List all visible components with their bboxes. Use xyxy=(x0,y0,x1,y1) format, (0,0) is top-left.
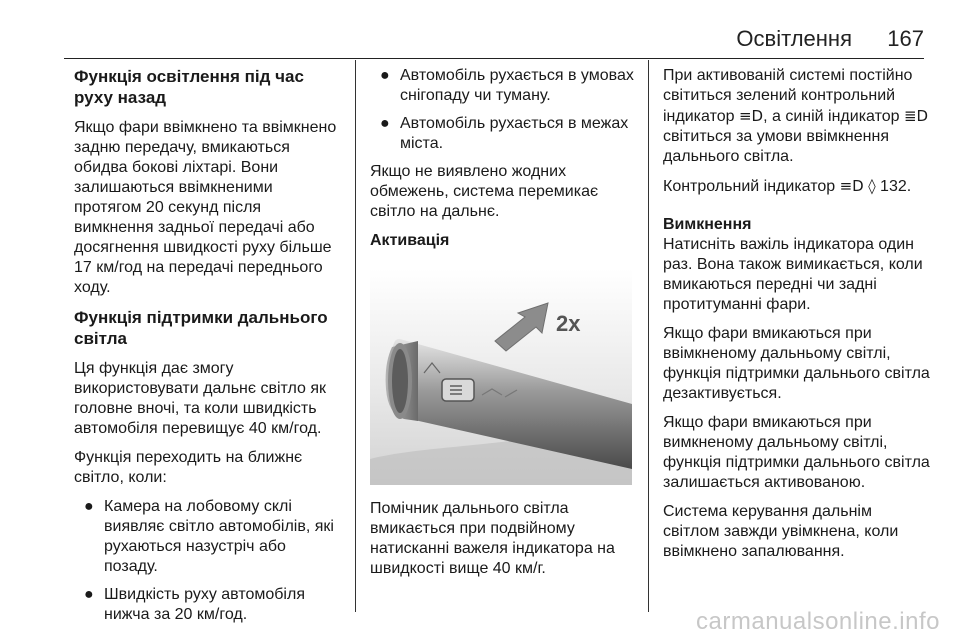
heading-deactivation: Вимкнення xyxy=(663,216,752,233)
paragraph: Якщо фари ввімкнено та ввімкнено задню передачу, вмикаються обидва бокові ліхтарі. Вони залишаються ввімкненими протягом 20 секунд після вимкнення задньої передачі або досягнення швидкості руху більше 17 км/год на передачі переднього ходу. xyxy=(74,119,337,296)
page-header xyxy=(0,0,960,56)
list-item-text: Швидкість руху автомобіля нижча за 20 км/год. xyxy=(104,586,305,623)
bullet-icon: ● xyxy=(380,67,390,84)
section-title: Освітлення xyxy=(736,26,852,51)
column-2 xyxy=(370,66,638,588)
heading-high-beam-assist: Функція підтримки дальнього світла xyxy=(74,308,328,348)
heading-reverse-lighting: Функція освітлення під час руху назад xyxy=(74,67,304,107)
paragraph: Якщо не виявлено жодних обмежень, система перемикає світло на дальнє. xyxy=(370,163,599,220)
column-1 xyxy=(74,66,342,633)
text-run: , а синій індикатор xyxy=(763,108,904,125)
list-item xyxy=(74,585,342,625)
bullet-icon: ● xyxy=(380,115,390,132)
text-run: світиться за умови ввімкнення дальнього світла. xyxy=(663,128,889,165)
page-reference: 132. xyxy=(875,178,912,195)
watermark: carmanualsonline.info xyxy=(696,608,940,635)
text-run: Контрольний індикатор xyxy=(663,178,840,195)
figure-caption: Помічник дальнього світла вмикається при подвійному натисканні важеля індикатора на швидкості вище 40 км/г. xyxy=(370,500,615,577)
figure-label: 2x xyxy=(556,311,581,336)
list-item-text: Камера на лобовому склі виявляє світло автомобілів, які рухаються назустріч або позаду. xyxy=(104,498,334,575)
stalk-illustration xyxy=(370,269,632,485)
high-beam-assist-icon: ≡D xyxy=(839,177,864,195)
heading-activation: Активація xyxy=(370,232,450,249)
header-divider xyxy=(64,58,924,59)
column-divider-1 xyxy=(355,60,356,612)
paragraph: Натисніть важіль індикатора один раз. Вона також вимикається, коли вмикаються передні чи задні протитуманні фари. xyxy=(663,236,923,313)
column-3 xyxy=(663,66,931,571)
list-item xyxy=(74,497,342,577)
high-beam-icon: ≣D xyxy=(903,107,929,125)
list-item xyxy=(370,66,638,106)
reference-arrow-icon: ◊ xyxy=(868,177,876,195)
paragraph xyxy=(663,176,931,197)
indicator-stalk-image xyxy=(370,269,632,485)
paragraph: Якщо фари вмикаються при ввімкненому дальньому світлі, функція підтримки дальнього світла дезактивується. xyxy=(663,325,930,402)
paragraph: Функція переходить на ближнє світло, коли: xyxy=(74,449,303,486)
high-beam-assist-icon: ≡D xyxy=(738,107,764,125)
paragraph: Якщо фари вмикаються при вимкненому дальньому світлі, функція підтримки дальнього світла залишається активованою. xyxy=(663,414,930,491)
list-item-text: Автомобіль рухається в умовах снігопаду чи туману. xyxy=(400,67,634,104)
page-number: 167 xyxy=(887,26,924,51)
bullet-list xyxy=(370,66,638,154)
column-divider-2 xyxy=(648,60,649,612)
paragraph: Ця функція дає змогу використовувати дальнє світло як головне вночі, та коли швидкість автомобіля перевищує 40 км/год. xyxy=(74,360,327,437)
bullet-list xyxy=(74,497,342,625)
bullet-icon: ● xyxy=(84,498,94,515)
bullet-icon: ● xyxy=(84,586,94,603)
text-run: При активованій системі постійно світиться зелений контрольний індикатор xyxy=(663,67,913,125)
paragraph: Система керування дальнім світлом завжди увімкнена, коли ввімкнено запалювання. xyxy=(663,503,899,560)
list-item-text: Автомобіль рухається в межах міста. xyxy=(400,115,629,152)
paragraph xyxy=(663,66,931,167)
list-item xyxy=(370,114,638,154)
